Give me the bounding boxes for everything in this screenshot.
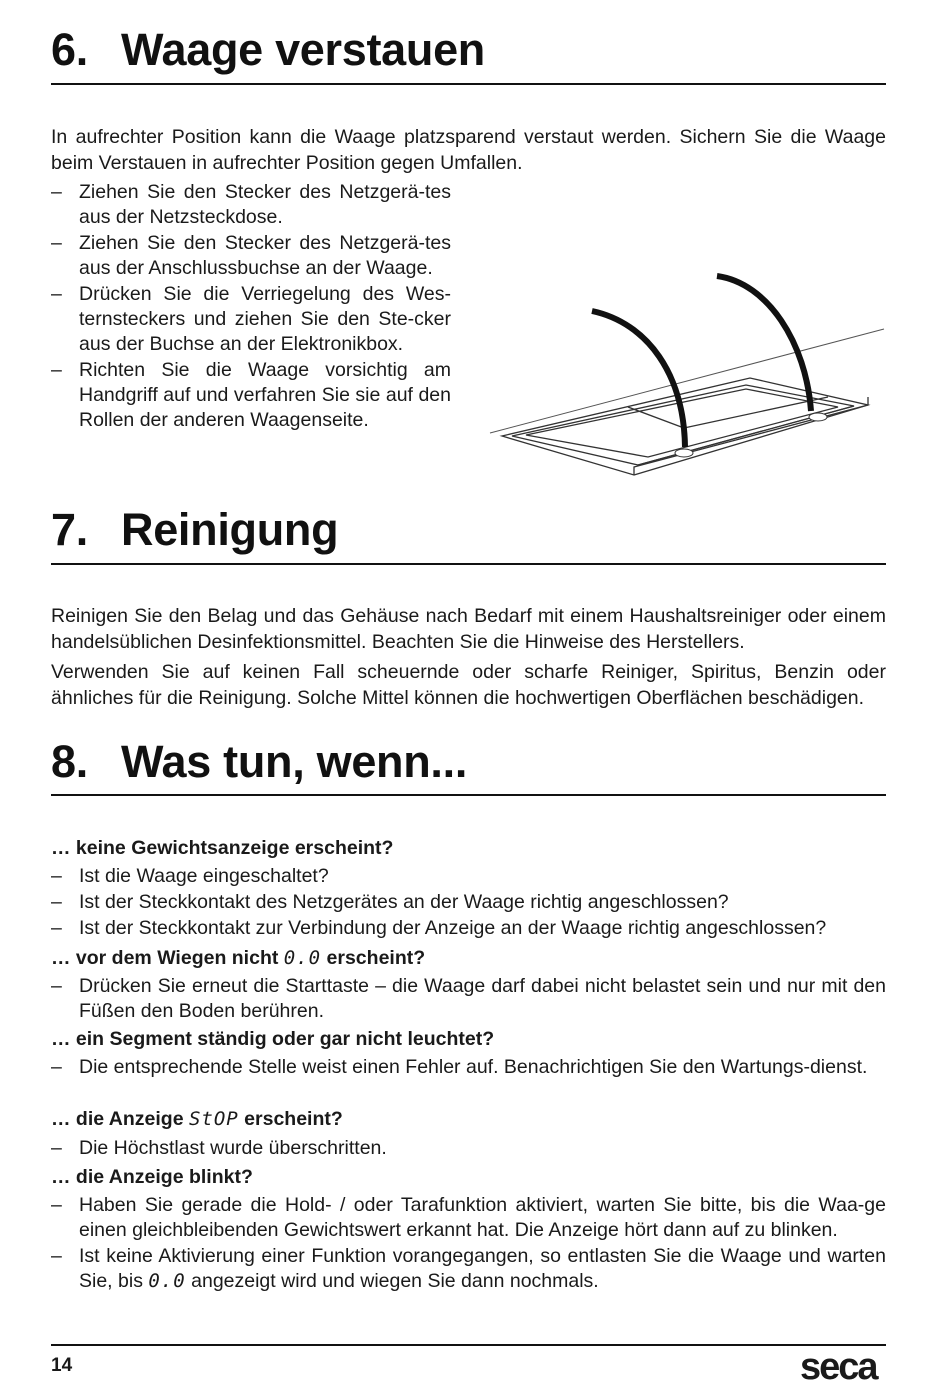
section-number: 8. xyxy=(51,736,88,787)
list-item: – Ziehen Sie den Stecker des Netzgerä-tes aus der Netzsteckdose. xyxy=(51,181,451,228)
list-item: – Die Höchstlast wurde überschritten. xyxy=(51,1137,387,1159)
faq-question: … die Anzeige blinkt? xyxy=(51,1166,253,1188)
faq-question: … die Anzeige StOP erscheint? xyxy=(51,1108,343,1130)
heading-rule xyxy=(51,794,886,796)
list-item: – Drücken Sie erneut die Starttaste – die Waage darf dabei nicht belastet sein und nur mit den Füßen den Boden berühren. xyxy=(51,975,886,1022)
faq-answers xyxy=(51,1055,886,1081)
list-item: – Ist die Waage eingeschaltet? xyxy=(51,865,329,887)
motion-arc-left xyxy=(592,311,685,447)
list-item: – Ist keine Aktivierung einer Funktion vorangegangen, so entlasten Sie die Waage und warten Sie, bis 0.0 angezeigt wird und wiegen Sie dann nochmals. xyxy=(51,1245,886,1292)
faq-question: … vor dem Wiegen nicht 0.0 erscheint? xyxy=(51,947,426,969)
section-6-heading xyxy=(51,24,886,76)
motion-arc-right xyxy=(717,276,811,411)
section-title: Waage verstauen xyxy=(121,24,485,75)
section-7-paragraph-1: Reinigen Sie den Belag und das Gehäuse nach Bedarf mit einem Haushaltsreiniger oder einem handelsüblichen Desinfektionsmittel. Beachten Sie die Hinweise des Herstellers. xyxy=(51,605,886,653)
section-8-heading xyxy=(51,736,886,788)
list-item: – Richten Sie die Waage vorsichtig am Handgriff auf und verfahren Sie sie auf den Rollen der anderen Waagenseite. xyxy=(51,359,451,431)
section-6-steps xyxy=(51,180,451,434)
faq-answers xyxy=(51,1193,886,1295)
list-item: – Ziehen Sie den Stecker des Netzgerä-tes aus der Anschlussbuchse an der Waage. xyxy=(51,232,451,279)
page-number: 14 xyxy=(51,1355,73,1376)
section-7-paragraph-2: Verwenden Sie auf keinen Fall scheuernde oder scharfe Reiniger, Spiritus, Benzin oder ähnliches für die Reinigung. Solche Mittel können die hochwertigen Oberflächen beschädigen. xyxy=(51,661,886,709)
heading-rule xyxy=(51,83,886,85)
section-title: Reinigung xyxy=(121,504,339,555)
faq-answers xyxy=(51,864,886,942)
faq-question: … keine Gewichtsanzeige erscheint? xyxy=(51,837,394,859)
display-readout: 0.0 xyxy=(283,947,322,969)
section-title: Was tun, wenn... xyxy=(121,736,468,787)
section-number: 7. xyxy=(51,504,88,555)
display-readout: StOP xyxy=(188,1108,239,1130)
seca-logo: seca xyxy=(800,1346,877,1388)
list-item: – Haben Sie gerade die Hold- / oder Tarafunktion aktiviert, warten Sie bitte, bis die Waa-ge einen gleichbleibenden Gewichtswert erkannt hat. Die Anzeige hört dann auf zu blinken. xyxy=(51,1194,886,1241)
display-readout: 0.0 xyxy=(148,1270,186,1292)
faq-answers xyxy=(51,1136,886,1162)
list-item: – Drücken Sie die Verriegelung des Wes-ternsteckers und ziehen Sie den Ste-cker aus der Buchse an der Elektronikbox. xyxy=(51,283,451,355)
faq-answers xyxy=(51,974,886,1025)
footer-rule xyxy=(51,1344,886,1346)
list-item: – Ist der Steckkontakt des Netzgerätes an der Waage richtig angeschlossen? xyxy=(51,891,729,913)
section-7-heading xyxy=(51,504,886,556)
list-item: – Die entsprechende Stelle weist einen Fehler auf. Benachrichtigen Sie den Wartungs-dienst. xyxy=(51,1056,868,1078)
heading-rule xyxy=(51,563,886,565)
section-number: 6. xyxy=(51,24,88,75)
section-6-intro: In aufrechter Position kann die Waage platzsparend verstaut werden. Sichern Sie die Waage beim Verstauen in aufrechter Position gegen Umfallen. xyxy=(51,126,886,174)
faq-question: … ein Segment ständig oder gar nicht leuchtet? xyxy=(51,1028,495,1050)
list-item: – Ist der Steckkontakt zur Verbindung der Anzeige an der Waage richtig angeschlossen? xyxy=(51,917,827,939)
scale-storage-illustration xyxy=(488,265,886,480)
